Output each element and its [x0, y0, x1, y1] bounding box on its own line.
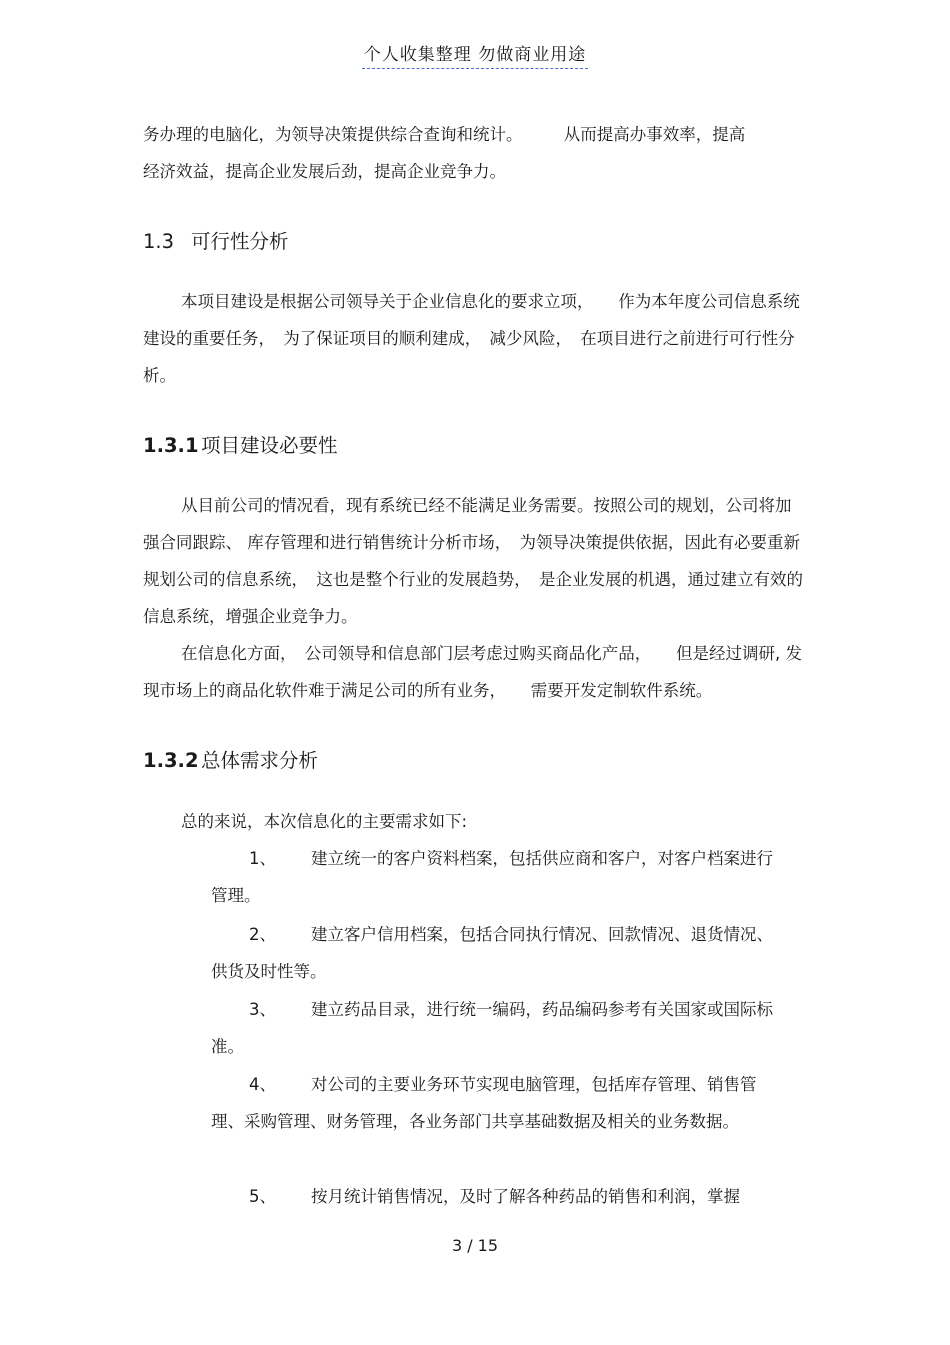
- section-heading-1-3-1: [143, 430, 338, 458]
- list-item-number: 5、: [249, 1187, 276, 1206]
- list-item: [211, 916, 781, 990]
- list-item-number: 2、: [249, 925, 276, 944]
- list-item-number: 4、: [249, 1075, 276, 1094]
- intro-line-1: 务办理的电脑化，为领导决策提供综合查询和统计。 从而提高办事效率，提高: [143, 125, 746, 144]
- section-title: 可行性分析: [191, 230, 289, 253]
- list-item-text: 建立客户信用档案，包括合同执行情况、回款情况、退货情况、供货及时性等。: [211, 925, 773, 981]
- section-1-3-paragraph: 本项目建设是根据公司领导关于企业信息化的要求立项， 作为本年度公司信息系统建设的重要任务， 为了保证项目的顺利建成， 减少风险， 在项目进行之前进行可行性分析。: [143, 292, 800, 385]
- section-number: 1.3.2: [143, 749, 199, 772]
- list-item-number: 1、: [249, 849, 276, 868]
- section-heading-1-3-2: [143, 745, 318, 773]
- page-number: 3 / 15: [451, 1236, 499, 1255]
- list-item-text: 建立药品目录，进行统一编码，药品编码参考有关国家或国际标准。: [211, 1000, 773, 1056]
- list-item-text: 建立统一的客户资料档案，包括供应商和客户，对客户档案进行管理。: [211, 849, 773, 905]
- list-item-text: 按月统计销售情况，及时了解各种药品的销售和利润，掌握: [311, 1187, 740, 1206]
- list-item: [211, 1066, 781, 1140]
- page-header: [0, 40, 950, 65]
- list-item: [211, 1178, 781, 1215]
- section-title: 总体需求分析: [201, 749, 319, 772]
- section-number: 1.3.1: [143, 434, 199, 457]
- section-1-3-1-paragraph-2: 在信息化方面， 公司领导和信息部门层考虑过购买商品化产品， 但是经过调研, 发现市场上的商品化软件难于满足公司的所有业务， 需要开发定制软件系统。: [143, 644, 802, 700]
- list-item-number: 3、: [249, 1000, 276, 1019]
- list-item: [211, 840, 781, 914]
- section-heading-1-3: [143, 226, 289, 254]
- section-number: 1.3: [143, 230, 175, 253]
- list-item: [211, 991, 781, 1065]
- section-title: 项目建设必要性: [201, 434, 338, 457]
- intro-line-2: 经济效益，提高企业发展后劲，提高企业竞争力。: [143, 162, 506, 181]
- section-1-3-1-paragraph-1: 从目前公司的情况看，现有系统已经不能满足业务需要。按照公司的规划，公司将加强合同跟踪、 库存管理和进行销售统计分析市场， 为领导决策提供依据，因此有必要重新规划公司的信息系统， 这也是整个行业的发展趋势， 是企业发展的机遇，通过建立有效的信息系统，增强企业竞争力。: [143, 496, 803, 626]
- list-item-text: 对公司的主要业务环节实现电脑管理，包括库存管理、销售管理、采购管理、财务管理，各业务部门共享基础数据及相关的业务数据。: [211, 1075, 757, 1131]
- section-1-3-2-lead: 总的来说，本次信息化的主要需求如下:: [181, 812, 468, 831]
- header-text: 个人收集整理 勿做商业用途: [362, 45, 588, 69]
